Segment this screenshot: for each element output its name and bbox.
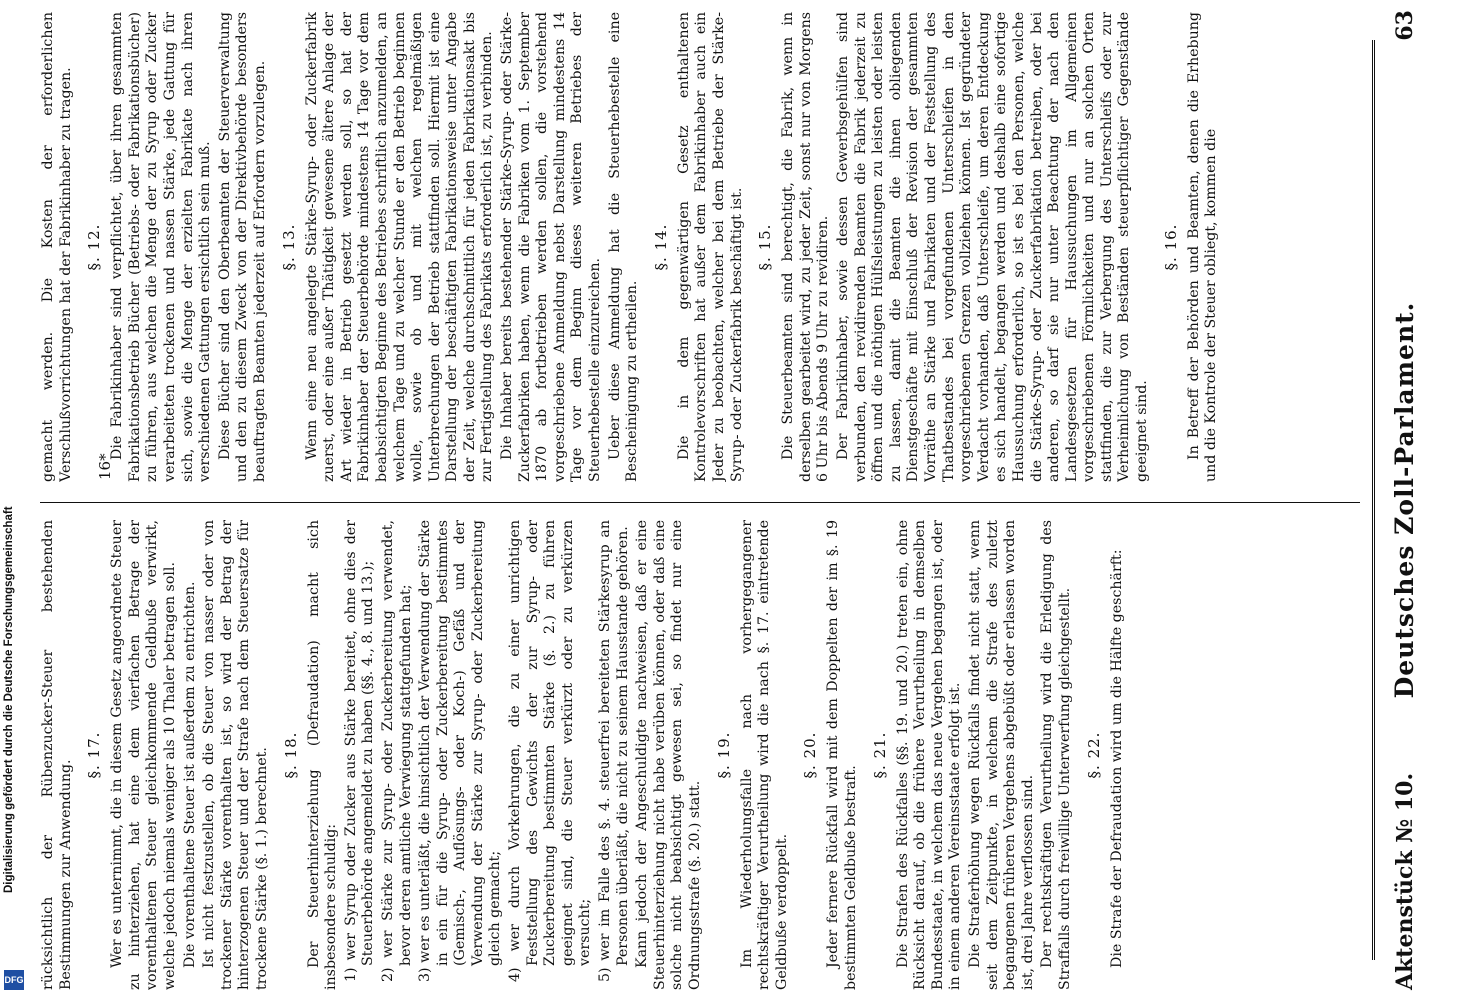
issue-label: Aktenstück № 10. — [1392, 772, 1418, 990]
paragraph: Der rechtskräftigen Verurtheilung wird die Erledigung des Straffalls durch freiwillige Unterwerfung gleichgestellt. — [1039, 520, 1073, 990]
signature-mark: 16* — [96, 453, 114, 480]
section-heading: §. 18. — [281, 731, 300, 779]
paragraph: Wer es unternimmt, die in diesem Gesetz angeordnete Steuer zu hinterziehen, hat eine dem vierfachen Betrage der vorenthaltenen Steuer gleichkommende Geldbuße verwirkt, welche jedoch niemals weniger als 10 Thaler betragen soll. — [109, 520, 178, 990]
list-item: 1) wer Syrup oder Zucker aus Stärke bereitet, ohne dies der Steuerbehörde angemeldet zu haben (§§. 4., 8. und 13.); — [342, 520, 377, 982]
paragraph: Die Straferhöhung wegen Rückfalls findet nicht statt, wenn seit dem Zeitpunkte, in welchem die Strafe des zuletzt begangenen früheren Vergehens abgebüßt oder erlassen worden ist, drei Jahre verflossen sind. — [966, 520, 1036, 990]
digitization-credit: Digitalisierung gefördert durch die Deutsche Forschungsgemeinschaft — [3, 506, 15, 893]
paragraph: Die Fabrikinhaber sind verpflichtet, über ihren gesammten Fabrikationsbetrieb Bücher (Betriebs- oder Fabrikationsbücher) zu führen, aus welchen die Menge der zu Syrup oder Zucker verarbeiteten trockenen und nassen Stärke, jede Gattung für sich, sowie die Menge der erzielten Fabrikate nach ihren verschiedenen Gattungen ersichtlich sein muß. — [109, 12, 214, 482]
page-number: 63 — [1392, 10, 1418, 41]
column-divider — [40, 502, 1360, 503]
digitization-sidebar — [0, 0, 30, 1000]
section-heading: §. 17. — [85, 731, 104, 779]
paragraph: Ueber diese Anmeldung hat die Steuerhebestelle eine Bescheinigung zu ertheilen. — [606, 12, 641, 482]
section-heading: §. 15. — [756, 223, 775, 271]
section-heading: §. 21. — [870, 731, 889, 779]
list-item: 4) wer durch Vorkehrungen, die zu einer unrichtigen Feststellung des Gewichts der zur Syrup- oder Zuckerbereitung bestimmten Stärke (§. 2.) zu führen geeignet sind, die Steuer verkürzt oder zu verkürzen versucht; — [507, 520, 594, 982]
paragraph: Der Fabrikinhaber, sowie dessen Gewerbsgehülfen sind verbunden, den revidirenden Beamten die Fabrik jederzeit zu öffnen und die nöthigen Hülfsleistungen zu leisten oder leisten zu lassen, damit die Beamten die ihnen obliegenden Dienstgeschäfte mit Einschluß der Revision der gesammten Vorräthe an Stärke und Fabrikaten und der Feststellung des Thatbestandes bei vorgefundenen Unterschleifen in den vorgeschriebenen Grenzen vollziehen können. Ist gegründeter Verdacht vorhanden, daß Unterschleife, um deren Entdeckung es sich handelt, begangen werden und deshalb eine sofortige Haussuchung erforderlich, so ist es bei den Personen, welche die Stärke-Syrup- oder Zuckerfabrikation betreiben, oder bei anderen, so darf sie nur unter Beachtung der nach den Landesgesetzen für Haussuchungen im Allgemeinen vorgeschriebenen Förmlichkeiten und nur an solchen Orten stattfinden, die zur Verbergung des Unterschleifs oder zur Verheimlichung von Beständen steuerpflichtiger Gegenstände geeignet sind. — [834, 12, 1151, 482]
paragraph: Die Strafe der Defraudation wird um die Hälfte geschärft: — [1108, 549, 1125, 968]
paragraph: Die in dem gegenwärtigen Gesetz enthaltenen Kontrolevorschriften hat außer dem Fabrikinhaber auch ein Jeder zu beobachten, welcher bei dem Betriebe der Stärke-Syrup- oder Zuckerfabrik beschäftigt ist. — [675, 12, 745, 482]
paragraph: Der Steuerhinterziehung (Defraudation) macht sich insbesondere schuldig: — [305, 520, 340, 990]
list-item: 3) wer es unterläßt, die hinsichtlich der Verwendung der Stärke in ein für die Syrup- oder Zuckerbereitung bestimmtes (Gemisch-, Auflösungs- oder Koch-) Gefäß und der Verwendung der Stärke zur Syrup- oder Zuckerbereitung gleich gemacht; — [417, 520, 504, 982]
paragraph: Wenn eine neu angelegte Stärke-Syrup- oder Zuckerfabrik zuerst, oder eine außer Thätigkeit gewesene ältere Anlage der Art wieder in Betrieb gesetzt werden soll, so hat der Fabrikinhaber der Steuerbehörde mindestens 14 Tage vor dem beabsichtigten Beginne des Betriebes schriftlich anzumelden, an welchem Tage und zu welcher Stunde er den Betrieb beginnen wolle, sowie ob und mit welchen regelmäßigen Unterbrechungen der Betrieb stattfinden soll. Hiermit ist eine Darstellung der beschäftigten Fabrikationsweise unter Angabe der Zeit, welche durchschnittlich für jeden Fabrikationsakt bis zur Fertigstellung des Fabrikats erforderlich ist, zu verbinden. — [303, 12, 496, 482]
dfg-logo-icon: DFG — [4, 970, 24, 990]
paragraph: Diese Bücher sind den Oberbeamten der Steuerverwaltung und den zu diesem Zweck von der Direktivbehörde besonders beauftragten Beamten jederzeit auf Erfordern vorzulegen. — [216, 12, 268, 482]
section-heading: §. 20. — [801, 731, 820, 779]
left-column — [40, 520, 1360, 990]
paragraph: Die Steuerbeamten sind berechtigt, die Fabrik, wenn in derselben gearbeitet wird, zu jeder Zeit, sonst nur von Morgens 6 Uhr bis Abends 9 Uhr zu revidiren. — [780, 12, 832, 482]
header-title: Deutsches Zoll-Parlament. — [1390, 301, 1419, 699]
section-heading: §. 16. — [1161, 223, 1180, 271]
paragraph: Die vorenthaltene Steuer ist außerdem zu entrichten. — [181, 581, 198, 968]
section-heading: §. 13. — [279, 223, 298, 271]
section-heading: §. 14. — [651, 223, 670, 271]
paragraph: gemacht werden. Die Kosten der erforderlichen Verschlußvorrichtungen hat der Fabrikinhaber zu tragen. — [40, 12, 74, 482]
paragraph: Kann jedoch der Angeschuldigte nachweisen, daß er eine Steuerhinterziehung nicht habe verüben können, oder daß eine solche nicht beabsichtigt gewesen sei, so findet nur eine Ordnungsstrafe (§. 20.) statt. — [634, 520, 703, 990]
paragraph: rücksichtlich der Rübenzucker-Steuer bestehenden Bestimmungen zur Anwendung. — [40, 520, 74, 990]
paragraph: Die Strafen des Rückfalles (§§. 19. und 20.) treten ein, ohne Rücksicht darauf, ob die frühere Verurtheilung in demselben Bundesstaate, in welchem das neue Vergehen begangen ist, oder in einem anderen Vereinsstaate erfolgt ist. — [894, 520, 964, 990]
section-heading: §. 22. — [1084, 731, 1103, 779]
section-heading: §. 12. — [85, 223, 104, 271]
section-heading: §. 19. — [714, 731, 733, 779]
list-item: 5) wer im Falle des §. 4. steuerfrei bereiteten Stärkesyrup an Personen überläßt, die nicht zu seinem Hausstande gehören. — [597, 520, 631, 982]
right-column — [40, 12, 1360, 482]
header-rule — [1372, 40, 1375, 960]
list-item: 2) wer Stärke zur Syrup- oder Zuckerbereitung verwendet, bevor deren amtliche Verwiegung stattgefunden hat; — [379, 520, 414, 982]
paragraph: In Betreff der Behörden und Beamten, denen die Erhebung und die Kontrole der Steuer obliegt, kommen die — [1185, 12, 1220, 482]
page-header — [1378, 0, 1438, 1000]
paragraph: Im Wiederholungsfalle nach vorhergegangener rechtskräftiger Verurtheilung wird die nach §. 17. eintretende Geldbuße verdoppelt. — [738, 520, 790, 990]
paragraph: Die Inhaber bereits bestehender Stärke-Syrup- oder Stärke-Zuckerfabriken haben, wenn die Fabriken vom 1. September 1870 ab fortbetrieben werden sollen, die vorstehend vorgeschriebene Anmeldung nebst Darstellung mindestens 14 Tage vor dem Beginn dieses weiteren Betriebes der Steuerhebestelle einzureichen. — [499, 12, 604, 482]
paragraph: Jeder fernere Rückfall wird mit dem Doppelten der im §. 19 bestimmten Geldbuße bestraft. — [825, 520, 859, 990]
paragraph: Ist nicht festzustellen, ob die Steuer von nasser oder von trockener Stärke vorenthalten ist, so wird der Betrag der hinterzogenen Steuer und der Strafe nach dem Steuersatze für trockene Stärke (§. 1.) berechnet. — [201, 520, 270, 990]
